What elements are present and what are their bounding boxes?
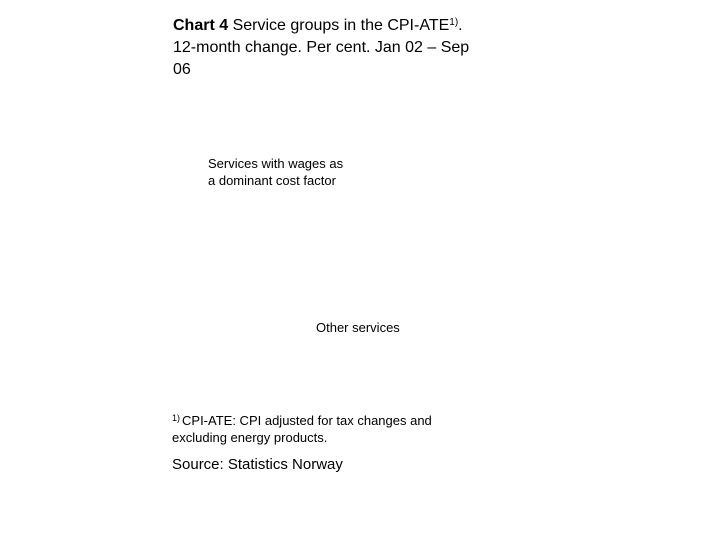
chart-title-text: Service groups in the CPI-ATE: [232, 17, 450, 34]
chart-title: [173, 15, 473, 81]
chart-number: Chart 4: [173, 17, 229, 34]
chart-subtitle: 12-month change. Per cent. Jan 02 – Sep 06: [173, 39, 470, 78]
footnote-marker: 1): [172, 413, 181, 423]
series-label-other: Other services: [316, 320, 400, 335]
footnote-text: CPI-ATE: CPI adjusted for tax changes and excluding energy products.: [172, 413, 432, 445]
title-period: .: [458, 17, 463, 34]
source-note: Source: Statistics Norway: [172, 456, 343, 473]
footnote: [172, 412, 472, 446]
title-footnote-marker: 1): [449, 17, 459, 28]
series-label-wages: Services with wages as a dominant cost factor: [208, 156, 344, 188]
